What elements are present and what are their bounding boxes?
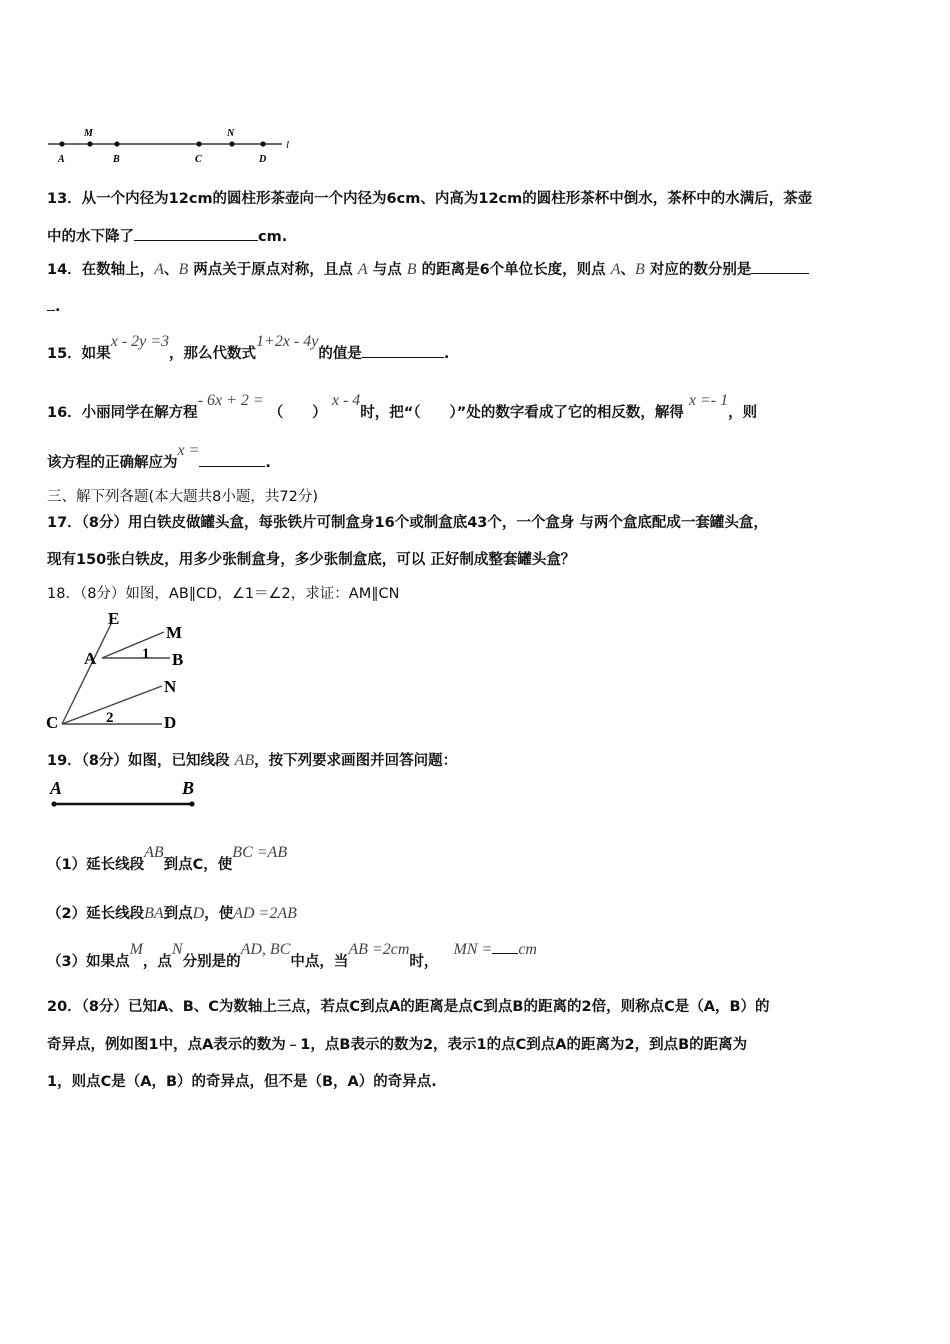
q19-line [47, 749, 457, 770]
math-expr: x = [177, 442, 200, 459]
q16-text: ，则 [728, 405, 758, 421]
math-expr: AD =2AB [233, 905, 297, 922]
math-expr: AD, BC [240, 941, 291, 958]
q16-end: . [265, 455, 271, 471]
q14-text: 对应的数分别是 [644, 262, 752, 278]
point-d [260, 141, 265, 146]
endpoint-b [189, 801, 194, 806]
label-b: B [182, 778, 195, 798]
label-l: l [286, 139, 290, 151]
q16-line1 [47, 392, 758, 422]
q14-text: 的距离是6个单位长度，则点 [416, 262, 611, 278]
answer-blank [47, 296, 55, 311]
q19-step3 [47, 941, 537, 971]
q14-end: . [55, 299, 61, 315]
q19-text: 到点 [163, 906, 193, 922]
point-b [114, 141, 119, 146]
q14-text: 、 [163, 262, 179, 278]
math-expr: x - 4 [331, 392, 361, 409]
label-a: A [50, 778, 63, 798]
answer-blank [134, 226, 258, 241]
label-a: A [84, 649, 97, 668]
label-a: A [58, 154, 65, 165]
q19-text: ，按下列要求画图并回答问题： [254, 753, 458, 769]
q17-line2: 现有150张白铁皮，用多少张制盒身，多少张制盒底，可以 正好制成整套罐头盒？ [47, 552, 576, 568]
line-ce [62, 622, 112, 724]
label-n: N [227, 128, 235, 139]
point-m [87, 141, 92, 146]
q19-text: 19．（8分）如图，已知线段 [47, 753, 235, 769]
line-am [102, 632, 164, 658]
math-expr: x =- 1 [688, 392, 729, 409]
label-m: M [84, 128, 93, 139]
section-heading: 三、解下列各题(本大题共8小题，共72分) [47, 489, 318, 505]
label-b: B [113, 154, 120, 165]
point-n [229, 141, 234, 146]
q15-line [47, 333, 450, 363]
math-expr: x - 2y =3 [110, 333, 170, 350]
label-m: M [166, 623, 183, 642]
q15-text: 的值是 [318, 346, 362, 362]
q14-line1 [47, 258, 809, 279]
q20-line3: 1，则点C是（A，B）的奇异点，但不是（B，A）的奇异点. [47, 1074, 437, 1090]
q19-text: ，点 [142, 954, 172, 970]
label-n: N [164, 677, 177, 696]
math-expr: B [178, 261, 189, 278]
math-expr: - 6x + 2 = [197, 392, 264, 409]
math-expr: D [192, 905, 205, 922]
q16-text: 时，把“（ ）”处的数字看成了它的相反数，解得 [360, 405, 684, 421]
label-b: B [172, 650, 184, 669]
point-c [196, 141, 201, 146]
q19-text: ，使 [204, 906, 234, 922]
q16-text: 该方程的正确解应为 [47, 455, 178, 471]
segment-ab-figure [46, 774, 206, 812]
math-expr: A [357, 261, 368, 278]
answer-blank [751, 259, 809, 274]
math-expr: cm [518, 941, 537, 958]
math-expr: BA [144, 905, 164, 922]
q14-text: 14．在数轴上， [47, 262, 155, 278]
q18-line: 18．（8分）如图，AB∥CD，∠1＝∠2，求证：AM∥CN [47, 586, 400, 602]
label-e: E [108, 609, 120, 628]
q15-end: . [443, 346, 450, 362]
answer-blank [199, 452, 265, 467]
label-1: 1 [142, 646, 150, 662]
q14-text: 与点 [367, 262, 407, 278]
q19-text: （1）延长线段 [47, 857, 145, 873]
q19-text: 时， [409, 954, 439, 970]
math-expr: AB =2cm [348, 941, 410, 958]
q19-text: 中点，当 [290, 954, 349, 970]
q20-line2: 奇异点，例如图1中，点A表示的数为﹣1，点B表示的数为2，表示1的点C到点A的距离为2，到点B的距离为 [47, 1037, 748, 1053]
math-expr: A [154, 261, 164, 278]
q16-line2 [47, 442, 271, 472]
q13-line1: 13．从一个内径为12cm的圆柱形茶壶向一个内径为6cm、内高为12cm的圆柱形茶杯中倒水，茶杯中的水满后，茶壶 [47, 191, 813, 207]
number-line-figure [46, 124, 296, 168]
math-expr: A [610, 261, 621, 278]
q16-text: 16．小丽同学在解方程 [47, 405, 198, 421]
math-expr: B [406, 261, 417, 278]
label-2: 2 [106, 710, 114, 726]
q13-line2 [47, 225, 287, 246]
label-c: C [195, 154, 202, 165]
math-expr: AB [234, 752, 255, 769]
q15-text: ，那么代数式 [169, 346, 257, 362]
q19-step2 [47, 902, 297, 923]
q16-text: （ ） [268, 405, 327, 421]
q17-line1: 17．（8分）用白铁皮做罐头盒，每张铁片可制盒身16个或制盒底43个，一个盒身 与两个盒底配成一套罐头盒， [47, 515, 768, 531]
q19-text: （3）如果点 [47, 954, 130, 970]
label-c: C [46, 713, 59, 732]
q13-unit: cm. [258, 229, 288, 245]
math-expr: 1+2x - 4y [256, 333, 319, 350]
q19-text: （2）延长线段 [47, 906, 145, 922]
math-expr: M [129, 941, 143, 958]
math-expr: B [635, 261, 645, 278]
point-a [59, 141, 64, 146]
label-d: D [164, 713, 177, 732]
answer-blank [362, 343, 444, 358]
q15-text: 15．如果 [47, 346, 111, 362]
q20-line1: 20．（8分）已知A、B、C为数轴上三点，若点C到点A的距离是点C到点B的距离的2倍，则称点C是（A，B）的 [47, 999, 770, 1015]
math-expr: N [171, 941, 183, 958]
math-expr: BC =AB [232, 844, 288, 861]
answer-blank [492, 939, 518, 954]
parallel-lines-figure [44, 606, 204, 734]
q19-text: 分别是的 [182, 954, 241, 970]
endpoint-a [51, 801, 56, 806]
q14-line2 [47, 296, 61, 315]
label-d: D [259, 154, 267, 165]
q19-text: 到点C，使 [163, 857, 233, 873]
q13-text: 中的水下降了 [47, 229, 134, 245]
q14-text: 、 [620, 262, 635, 278]
q14-text: 两点关于原点对称，且点 [188, 262, 358, 278]
math-expr: AB [144, 844, 164, 861]
math-expr: MN = [453, 941, 493, 958]
q19-step1 [47, 844, 288, 874]
